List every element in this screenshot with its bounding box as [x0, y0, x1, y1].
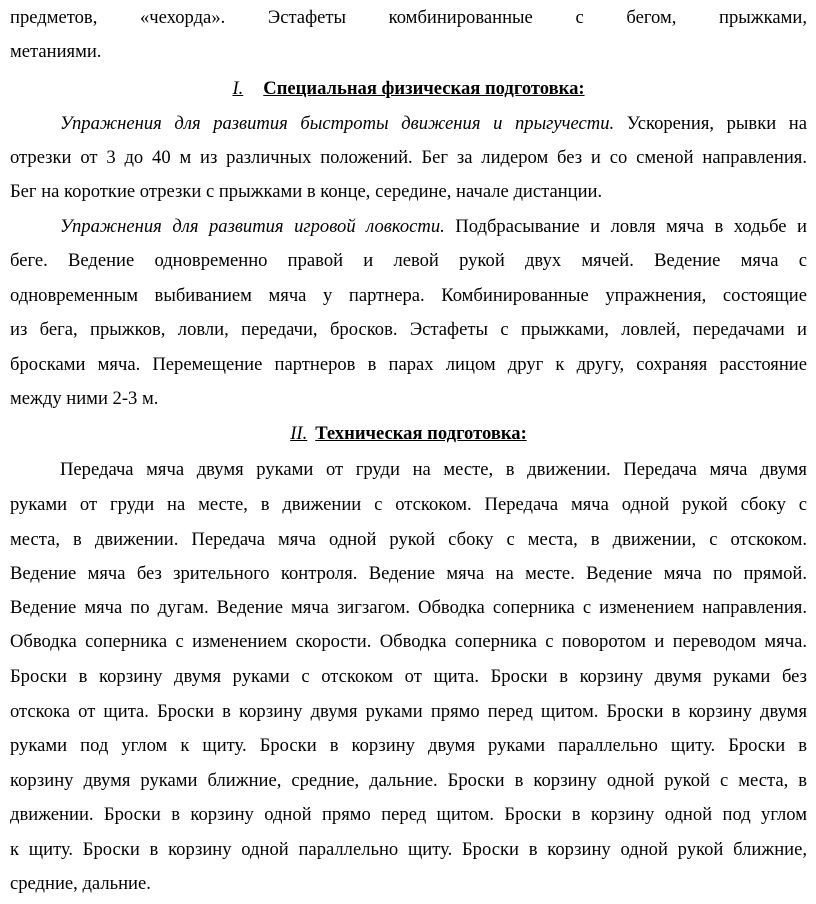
text-line: метаниями.: [10, 41, 102, 62]
section-heading-2: [10, 422, 807, 446]
text-line: руками от груди на месте, в движении с отскоком. Передача мяча одной рукой сбоку с: [10, 494, 807, 515]
text-line: из бега, прыжков, ловли, передачи, бросков. Эстафеты с прыжками, ловлей, передачами и: [10, 319, 807, 340]
text-line: предметов, «чехорда». Эстафеты комбинированные с бегом, прыжками,: [10, 7, 807, 28]
section-title: Специальная физическая подготовка:: [263, 78, 585, 99]
text-line: Бег на короткие отрезки с прыжками в конце, середине, начале дистанции.: [10, 181, 603, 202]
text-line: движении. Броски в корзину одной прямо перед щитом. Броски в корзину одной под углом: [10, 804, 807, 825]
text-line: корзину двумя руками ближние, средние, дальние. Броски в корзину одной рукой с места, в: [10, 770, 807, 791]
text-line: [10, 215, 807, 239]
text-line: к щиту. Броски в корзину одной параллельно щиту. Броски в корзину одной рукой ближние,: [10, 839, 807, 860]
text-line: Ведение мяча по дугам. Ведение мяча зигзагом. Обводка соперника с изменением направления.: [10, 597, 807, 618]
paragraph-text: Ускорения, рывки на: [614, 113, 807, 134]
section-title: Техническая подготовка:: [315, 423, 527, 444]
text-line: между ними 2-3 м.: [10, 388, 159, 409]
text-line: средние, дальние.: [10, 873, 151, 894]
paragraph-text: Подбрасывание и ловля мяча в ходьбе и: [444, 216, 807, 237]
text-line: Броски в корзину двумя руками с отскоком от щита. Броски в корзину двумя руками без: [10, 666, 807, 687]
text-line: одновременным выбиванием мяча у партнера. Комбинированные упражнения, состоящие: [10, 285, 807, 306]
text-line: Передача мяча двумя руками от груди на месте, в движении. Передача мяча двумя: [60, 459, 807, 480]
text-line: отрезки от 3 до 40 м из различных положений. Бег за лидером без и со сменой направления.: [10, 147, 807, 168]
section-number: I.: [232, 78, 244, 99]
paragraph-lead: Упражнения для развития быстроты движения и прыгучести.: [60, 113, 615, 134]
text-line: руками под углом к щиту. Броски в корзину двумя руками параллельно щиту. Броски в: [10, 735, 807, 756]
section-number: II.: [290, 423, 308, 444]
text-line: Обводка соперника с изменением скорости. Обводка соперника с поворотом и переводом мяча.: [10, 631, 807, 652]
text-line: беге. Ведение одновременно правой и левой рукой двух мячей. Ведение мяча с: [10, 250, 807, 271]
text-line: бросками мяча. Перемещение партнеров в парах лицом друг к другу, сохраняя расстояние: [10, 354, 807, 375]
text-line: отскока от щита. Броски в корзину двумя руками прямо перед щитом. Броски в корзину двумя: [10, 701, 807, 722]
section-heading-1: [10, 77, 807, 101]
text-line: места, в движении. Передача мяча одной рукой сбоку с места, в движении, с отскоком.: [10, 529, 807, 550]
text-line: Ведение мяча без зрительного контроля. Ведение мяча на месте. Ведение мяча по прямой.: [10, 563, 807, 584]
paragraph-lead: Упражнения для развития игровой ловкости.: [60, 216, 445, 237]
text-line: [10, 112, 807, 136]
